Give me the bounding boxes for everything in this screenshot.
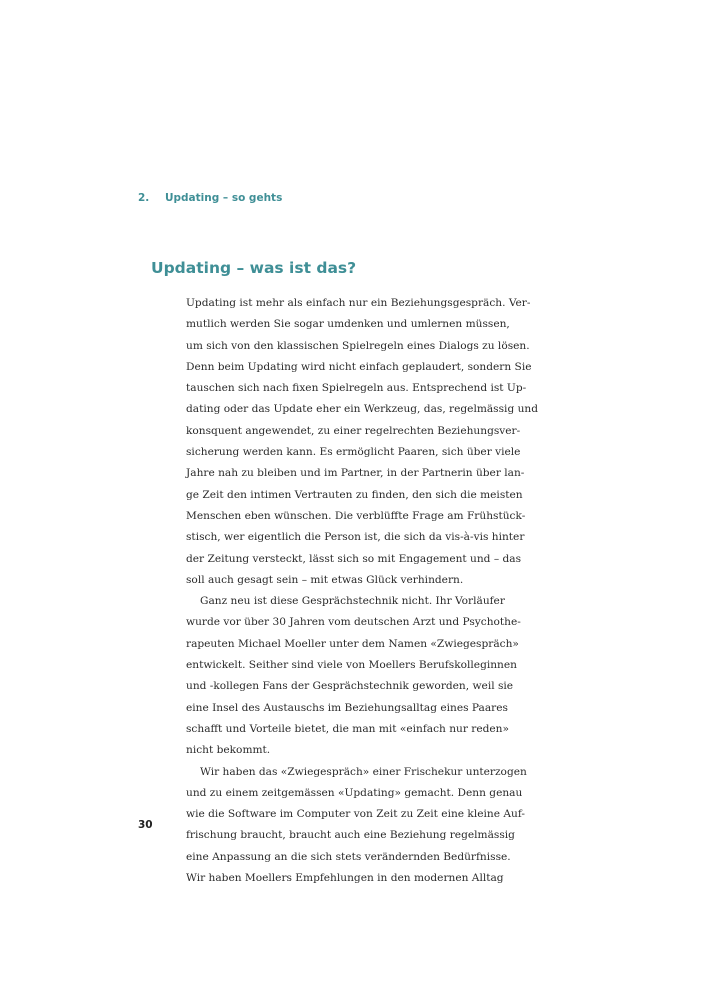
chapter-title: Updating – so gehts: [165, 192, 283, 204]
section-title: Updating – was ist das?: [151, 259, 357, 277]
text-line: dating oder das Update eher ein Werkzeug, das, regelmässig und: [186, 403, 539, 416]
text-line: um sich von den klassischen Spielregeln eines Dialogs zu lösen.: [186, 339, 530, 352]
text-line: mutlich werden Sie sogar umdenken und umlernen müssen,: [186, 318, 510, 331]
text-line: nicht bekommt.: [186, 744, 271, 757]
text-line: wurde vor über 30 Jahren vom deutschen Arzt und Psychothe-: [186, 616, 521, 629]
text-line: eine Anpassung an die sich stets verändernden Bedürfnisse.: [186, 850, 511, 863]
text-line: rapeuten Michael Moeller unter dem Namen «Zwiegespräch»: [186, 637, 519, 650]
text-line: konsquent angewendet, zu einer regelrechten Beziehungsver-: [186, 424, 521, 437]
text-line: soll auch gesagt sein – mit etwas Glück verhindern.: [186, 573, 464, 586]
text-line: Wir haben Moellers Empfehlungen in den modernen Alltag: [186, 872, 504, 885]
running-header: [138, 192, 282, 204]
text-line: der Zeitung versteckt, lässt sich so mit Engagement und – das: [186, 552, 522, 565]
text-line: schafft und Vorteile bietet, die man mit «einfach nur reden»: [186, 722, 509, 735]
text-line: Updating ist mehr als einfach nur ein Beziehungsgespräch. Ver-: [186, 297, 531, 309]
paragraph: [186, 293, 539, 591]
text-line: eine Insel des Austauschs im Beziehungsalltag eines Paares: [186, 701, 508, 714]
page-number: 30: [138, 819, 153, 831]
paragraph: [186, 762, 527, 890]
text-line: sicherung werden kann. Es ermöglicht Paaren, sich über viele: [186, 446, 521, 459]
text-line: Denn beim Updating wird nicht einfach geplaudert, sondern Sie: [186, 360, 532, 373]
chapter-number: 2.: [138, 192, 150, 204]
text-line: Jahre nah zu bleiben und im Partner, in der Partnerin über lan-: [186, 467, 525, 480]
text-line: frischung braucht, braucht auch eine Beziehung regelmässig: [186, 829, 515, 842]
text-line: Ganz neu ist diese Gesprächstechnik nicht. Ihr Vorläufer: [200, 595, 505, 608]
text-line: entwickelt. Seither sind viele von Moellers Berufskolleginnen: [186, 659, 517, 672]
text-line: ge Zeit den intimen Vertrauten zu finden, den sich die meisten: [186, 488, 523, 501]
body-text: [186, 293, 539, 889]
text-line: stisch, wer eigentlich die Person ist, die sich da vis-à-vis hinter: [186, 531, 525, 544]
text-line: und -kollegen Fans der Gesprächstechnik geworden, weil sie: [186, 680, 514, 693]
text-line: und zu einem zeitgemässen «Updating» gemacht. Denn genau: [186, 786, 523, 799]
paragraph: [186, 591, 521, 761]
text-line: Menschen eben wünschen. Die verblüffte Frage am Frühstück-: [186, 509, 526, 522]
text-line: Wir haben das «Zwiegespräch» einer Frischekur unterzogen: [200, 765, 527, 778]
text-line: wie die Software im Computer von Zeit zu Zeit eine kleine Auf-: [186, 808, 525, 821]
text-line: tauschen sich nach fixen Spielregeln aus. Entsprechend ist Up-: [186, 382, 527, 395]
